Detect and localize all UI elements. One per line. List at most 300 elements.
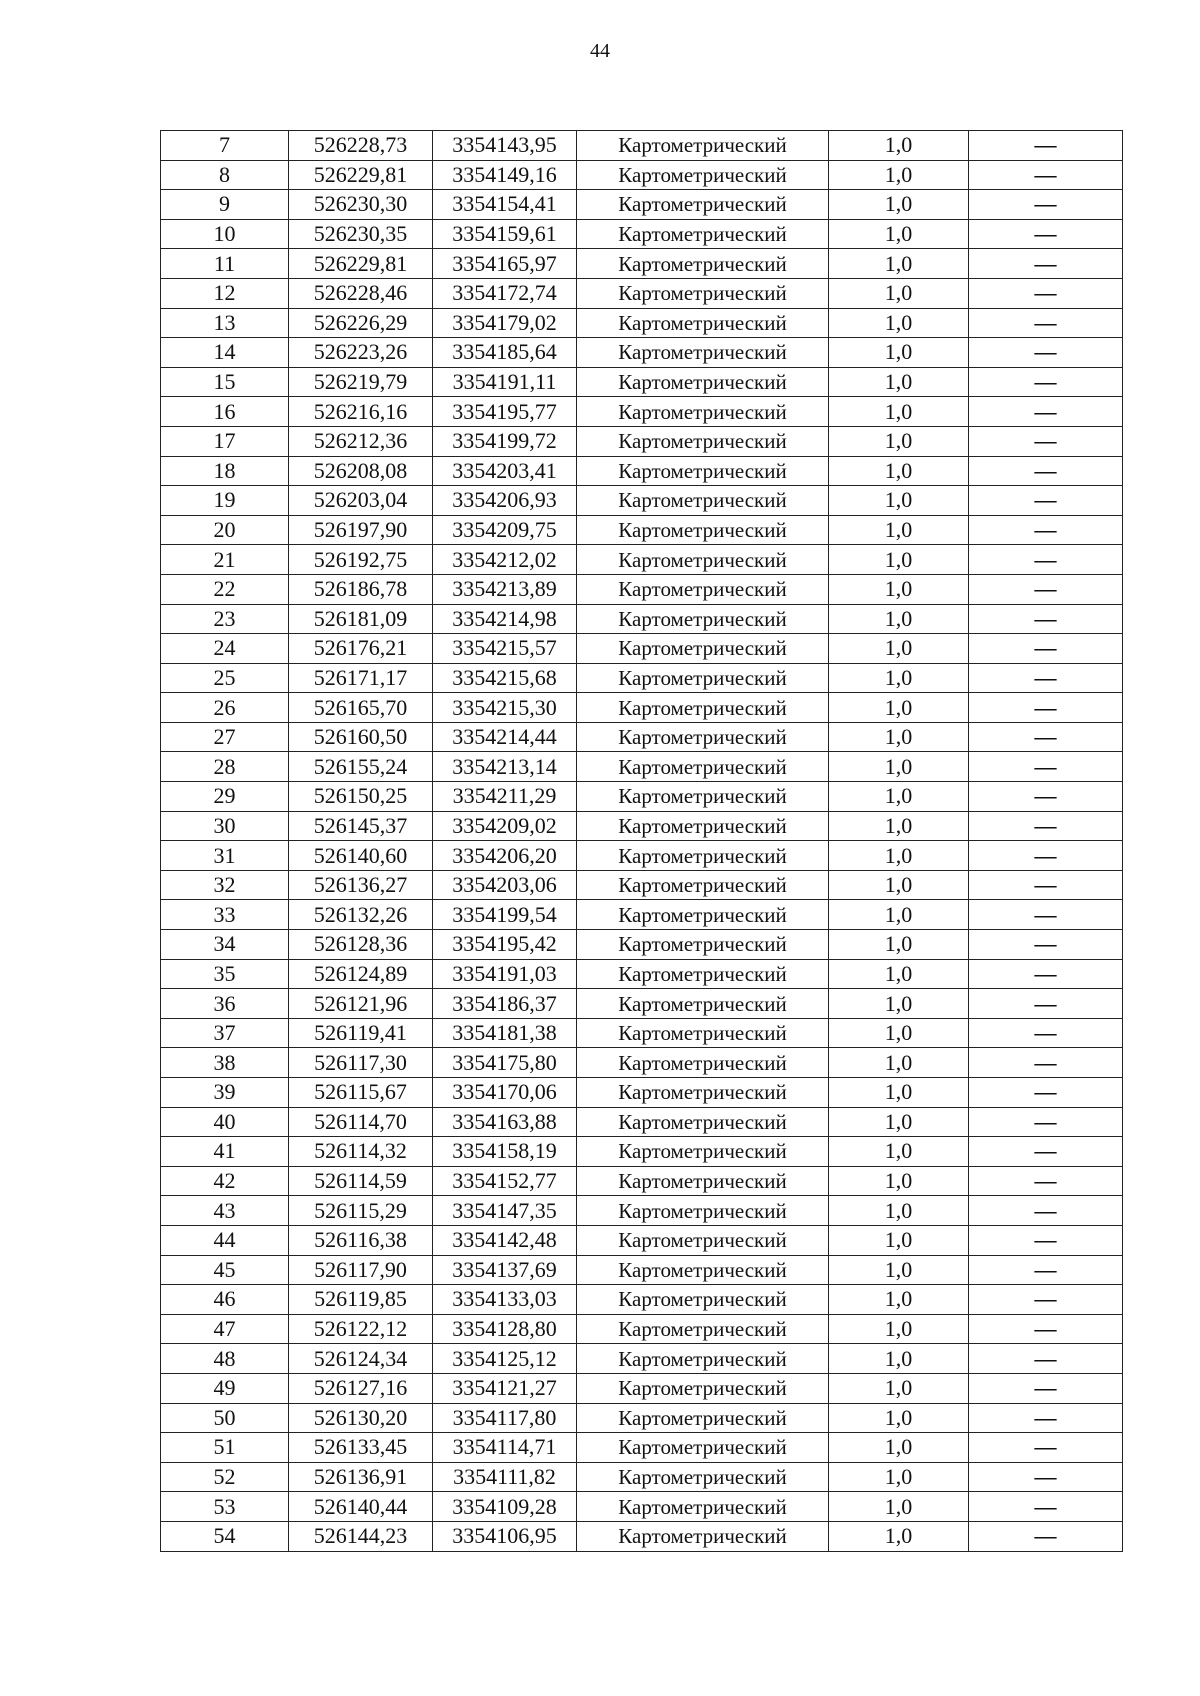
x-coordinate-cell: 526212,36 <box>289 426 433 456</box>
description-cell: — <box>969 1107 1123 1137</box>
accuracy-cell: 1,0 <box>829 1048 969 1078</box>
point-number-cell: 37 <box>161 1018 289 1048</box>
point-number-cell: 33 <box>161 900 289 930</box>
point-number-cell: 30 <box>161 811 289 841</box>
method-cell: Картометрический <box>577 1521 829 1551</box>
method-cell: Картометрический <box>577 456 829 486</box>
point-number-cell: 48 <box>161 1344 289 1374</box>
x-coordinate-cell: 526132,26 <box>289 900 433 930</box>
table-row <box>161 574 1123 604</box>
accuracy-cell: 1,0 <box>829 308 969 338</box>
table-row <box>161 1137 1123 1167</box>
method-cell: Картометрический <box>577 752 829 782</box>
method-cell: Картометрический <box>577 1018 829 1048</box>
description-cell: — <box>969 1196 1123 1226</box>
point-number-cell: 24 <box>161 634 289 664</box>
x-coordinate-cell: 526114,70 <box>289 1107 433 1137</box>
method-cell: Картометрический <box>577 841 829 871</box>
table-row <box>161 1078 1123 1108</box>
accuracy-cell: 1,0 <box>829 752 969 782</box>
point-number-cell: 38 <box>161 1048 289 1078</box>
x-coordinate-cell: 526226,29 <box>289 308 433 338</box>
point-number-cell: 43 <box>161 1196 289 1226</box>
method-cell: Картометрический <box>577 1048 829 1078</box>
method-cell: Картометрический <box>577 190 829 220</box>
method-cell: Картометрический <box>577 1078 829 1108</box>
x-coordinate-cell: 526117,30 <box>289 1048 433 1078</box>
method-cell: Картометрический <box>577 131 829 161</box>
point-number-cell: 17 <box>161 426 289 456</box>
y-coordinate-cell: 3354121,27 <box>433 1373 577 1403</box>
x-coordinate-cell: 526114,59 <box>289 1166 433 1196</box>
point-number-cell: 13 <box>161 308 289 338</box>
point-number-cell: 26 <box>161 693 289 723</box>
table-row <box>161 1433 1123 1463</box>
description-cell: — <box>969 634 1123 664</box>
x-coordinate-cell: 526130,20 <box>289 1403 433 1433</box>
y-coordinate-cell: 3354203,41 <box>433 456 577 486</box>
method-cell: Картометрический <box>577 1314 829 1344</box>
table-row <box>161 693 1123 723</box>
point-number-cell: 28 <box>161 752 289 782</box>
point-number-cell: 10 <box>161 219 289 249</box>
table-row <box>161 663 1123 693</box>
table-row <box>161 811 1123 841</box>
method-cell: Картометрический <box>577 367 829 397</box>
accuracy-cell: 1,0 <box>829 515 969 545</box>
x-coordinate-cell: 526192,75 <box>289 545 433 575</box>
description-cell: — <box>969 308 1123 338</box>
method-cell: Картометрический <box>577 219 829 249</box>
point-number-cell: 11 <box>161 249 289 279</box>
method-cell: Картометрический <box>577 574 829 604</box>
method-cell: Картометрический <box>577 1137 829 1167</box>
accuracy-cell: 1,0 <box>829 989 969 1019</box>
method-cell: Картометрический <box>577 870 829 900</box>
accuracy-cell: 1,0 <box>829 426 969 456</box>
x-coordinate-cell: 526230,30 <box>289 190 433 220</box>
accuracy-cell: 1,0 <box>829 1344 969 1374</box>
accuracy-cell: 1,0 <box>829 574 969 604</box>
x-coordinate-cell: 526117,90 <box>289 1255 433 1285</box>
description-cell: — <box>969 456 1123 486</box>
table-row <box>161 1521 1123 1551</box>
accuracy-cell: 1,0 <box>829 486 969 516</box>
accuracy-cell: 1,0 <box>829 1255 969 1285</box>
description-cell: — <box>969 693 1123 723</box>
description-cell: — <box>969 1314 1123 1344</box>
description-cell: — <box>969 397 1123 427</box>
method-cell: Картометрический <box>577 1107 829 1137</box>
page-number: 44 <box>590 40 610 62</box>
method-cell: Картометрический <box>577 1403 829 1433</box>
point-number-cell: 14 <box>161 338 289 368</box>
table-row <box>161 782 1123 812</box>
description-cell: — <box>969 989 1123 1019</box>
table-row <box>161 1225 1123 1255</box>
method-cell: Картометрический <box>577 663 829 693</box>
table-row <box>161 1107 1123 1137</box>
y-coordinate-cell: 3354211,29 <box>433 782 577 812</box>
x-coordinate-cell: 526114,32 <box>289 1137 433 1167</box>
description-cell: — <box>969 1521 1123 1551</box>
table-row <box>161 515 1123 545</box>
x-coordinate-cell: 526186,78 <box>289 574 433 604</box>
description-cell: — <box>969 782 1123 812</box>
accuracy-cell: 1,0 <box>829 219 969 249</box>
accuracy-cell: 1,0 <box>829 870 969 900</box>
description-cell: — <box>969 722 1123 752</box>
accuracy-cell: 1,0 <box>829 545 969 575</box>
table-row <box>161 634 1123 664</box>
point-number-cell: 54 <box>161 1521 289 1551</box>
point-number-cell: 52 <box>161 1462 289 1492</box>
description-cell: — <box>969 367 1123 397</box>
x-coordinate-cell: 526171,17 <box>289 663 433 693</box>
table-row <box>161 1196 1123 1226</box>
table-row <box>161 249 1123 279</box>
x-coordinate-cell: 526216,16 <box>289 397 433 427</box>
description-cell: — <box>969 1344 1123 1374</box>
point-number-cell: 39 <box>161 1078 289 1108</box>
table-row <box>161 1285 1123 1315</box>
y-coordinate-cell: 3354152,77 <box>433 1166 577 1196</box>
accuracy-cell: 1,0 <box>829 131 969 161</box>
description-cell: — <box>969 1048 1123 1078</box>
y-coordinate-cell: 3354203,06 <box>433 870 577 900</box>
point-number-cell: 15 <box>161 367 289 397</box>
y-coordinate-cell: 3354206,93 <box>433 486 577 516</box>
point-number-cell: 19 <box>161 486 289 516</box>
point-number-cell: 27 <box>161 722 289 752</box>
description-cell: — <box>969 1255 1123 1285</box>
method-cell: Картометрический <box>577 426 829 456</box>
method-cell: Картометрический <box>577 989 829 1019</box>
accuracy-cell: 1,0 <box>829 1314 969 1344</box>
y-coordinate-cell: 3354142,48 <box>433 1225 577 1255</box>
description-cell: — <box>969 1462 1123 1492</box>
x-coordinate-cell: 526160,50 <box>289 722 433 752</box>
x-coordinate-cell: 526197,90 <box>289 515 433 545</box>
accuracy-cell: 1,0 <box>829 1373 969 1403</box>
point-number-cell: 9 <box>161 190 289 220</box>
y-coordinate-cell: 3354175,80 <box>433 1048 577 1078</box>
y-coordinate-cell: 3354191,11 <box>433 367 577 397</box>
y-coordinate-cell: 3354215,30 <box>433 693 577 723</box>
description-cell: — <box>969 870 1123 900</box>
y-coordinate-cell: 3354114,71 <box>433 1433 577 1463</box>
x-coordinate-cell: 526116,38 <box>289 1225 433 1255</box>
method-cell: Картометрический <box>577 1492 829 1522</box>
method-cell: Картометрический <box>577 811 829 841</box>
method-cell: Картометрический <box>577 959 829 989</box>
y-coordinate-cell: 3354195,77 <box>433 397 577 427</box>
y-coordinate-cell: 3354214,98 <box>433 604 577 634</box>
accuracy-cell: 1,0 <box>829 1166 969 1196</box>
table-row <box>161 367 1123 397</box>
point-number-cell: 49 <box>161 1373 289 1403</box>
y-coordinate-cell: 3354128,80 <box>433 1314 577 1344</box>
y-coordinate-cell: 3354154,41 <box>433 190 577 220</box>
point-number-cell: 44 <box>161 1225 289 1255</box>
accuracy-cell: 1,0 <box>829 782 969 812</box>
point-number-cell: 47 <box>161 1314 289 1344</box>
table-row <box>161 1018 1123 1048</box>
method-cell: Картометрический <box>577 782 829 812</box>
x-coordinate-cell: 526136,27 <box>289 870 433 900</box>
y-coordinate-cell: 3354214,44 <box>433 722 577 752</box>
description-cell: — <box>969 426 1123 456</box>
y-coordinate-cell: 3354209,75 <box>433 515 577 545</box>
accuracy-cell: 1,0 <box>829 663 969 693</box>
table-row <box>161 486 1123 516</box>
y-coordinate-cell: 3354163,88 <box>433 1107 577 1137</box>
y-coordinate-cell: 3354186,37 <box>433 989 577 1019</box>
accuracy-cell: 1,0 <box>829 900 969 930</box>
description-cell: — <box>969 1166 1123 1196</box>
y-coordinate-cell: 3354158,19 <box>433 1137 577 1167</box>
table-row <box>161 989 1123 1019</box>
x-coordinate-cell: 526155,24 <box>289 752 433 782</box>
method-cell: Картометрический <box>577 1255 829 1285</box>
y-coordinate-cell: 3354213,14 <box>433 752 577 782</box>
coordinates-table-body <box>161 131 1123 1552</box>
method-cell: Картометрический <box>577 930 829 960</box>
point-number-cell: 53 <box>161 1492 289 1522</box>
accuracy-cell: 1,0 <box>829 1285 969 1315</box>
description-cell: — <box>969 515 1123 545</box>
table-row <box>161 219 1123 249</box>
y-coordinate-cell: 3354209,02 <box>433 811 577 841</box>
table-row <box>161 1344 1123 1374</box>
x-coordinate-cell: 526165,70 <box>289 693 433 723</box>
accuracy-cell: 1,0 <box>829 1521 969 1551</box>
y-coordinate-cell: 3354149,16 <box>433 160 577 190</box>
table-row <box>161 1462 1123 1492</box>
point-number-cell: 20 <box>161 515 289 545</box>
table-row <box>161 1373 1123 1403</box>
x-coordinate-cell: 526223,26 <box>289 338 433 368</box>
accuracy-cell: 1,0 <box>829 1107 969 1137</box>
x-coordinate-cell: 526228,73 <box>289 131 433 161</box>
description-cell: — <box>969 160 1123 190</box>
table-row <box>161 870 1123 900</box>
method-cell: Картометрический <box>577 515 829 545</box>
x-coordinate-cell: 526133,45 <box>289 1433 433 1463</box>
accuracy-cell: 1,0 <box>829 959 969 989</box>
y-coordinate-cell: 3354109,28 <box>433 1492 577 1522</box>
description-cell: — <box>969 959 1123 989</box>
point-number-cell: 16 <box>161 397 289 427</box>
x-coordinate-cell: 526219,79 <box>289 367 433 397</box>
table-row <box>161 545 1123 575</box>
point-number-cell: 25 <box>161 663 289 693</box>
accuracy-cell: 1,0 <box>829 1018 969 1048</box>
method-cell: Картометрический <box>577 338 829 368</box>
y-coordinate-cell: 3354159,61 <box>433 219 577 249</box>
description-cell: — <box>969 1137 1123 1167</box>
y-coordinate-cell: 3354170,06 <box>433 1078 577 1108</box>
table-row <box>161 160 1123 190</box>
table-row <box>161 604 1123 634</box>
point-number-cell: 12 <box>161 278 289 308</box>
table-row <box>161 278 1123 308</box>
x-coordinate-cell: 526144,23 <box>289 1521 433 1551</box>
table-row <box>161 426 1123 456</box>
y-coordinate-cell: 3354117,80 <box>433 1403 577 1433</box>
accuracy-cell: 1,0 <box>829 693 969 723</box>
point-number-cell: 46 <box>161 1285 289 1315</box>
description-cell: — <box>969 900 1123 930</box>
x-coordinate-cell: 526119,85 <box>289 1285 433 1315</box>
point-number-cell: 34 <box>161 930 289 960</box>
y-coordinate-cell: 3354165,97 <box>433 249 577 279</box>
x-coordinate-cell: 526140,44 <box>289 1492 433 1522</box>
accuracy-cell: 1,0 <box>829 1492 969 1522</box>
method-cell: Картометрический <box>577 308 829 338</box>
method-cell: Картометрический <box>577 545 829 575</box>
x-coordinate-cell: 526176,21 <box>289 634 433 664</box>
y-coordinate-cell: 3354133,03 <box>433 1285 577 1315</box>
method-cell: Картометрический <box>577 1166 829 1196</box>
accuracy-cell: 1,0 <box>829 249 969 279</box>
table-row <box>161 722 1123 752</box>
y-coordinate-cell: 3354125,12 <box>433 1344 577 1374</box>
table-row <box>161 1314 1123 1344</box>
x-coordinate-cell: 526230,35 <box>289 219 433 249</box>
x-coordinate-cell: 526124,34 <box>289 1344 433 1374</box>
method-cell: Картометрический <box>577 278 829 308</box>
x-coordinate-cell: 526122,12 <box>289 1314 433 1344</box>
x-coordinate-cell: 526145,37 <box>289 811 433 841</box>
table-row <box>161 1403 1123 1433</box>
description-cell: — <box>969 545 1123 575</box>
y-coordinate-cell: 3354143,95 <box>433 131 577 161</box>
accuracy-cell: 1,0 <box>829 160 969 190</box>
point-number-cell: 42 <box>161 1166 289 1196</box>
method-cell: Картометрический <box>577 1373 829 1403</box>
table-row <box>161 456 1123 486</box>
table-row <box>161 1492 1123 1522</box>
description-cell: — <box>969 131 1123 161</box>
accuracy-cell: 1,0 <box>829 190 969 220</box>
y-coordinate-cell: 3354206,20 <box>433 841 577 871</box>
x-coordinate-cell: 526229,81 <box>289 160 433 190</box>
point-number-cell: 7 <box>161 131 289 161</box>
description-cell: — <box>969 1225 1123 1255</box>
method-cell: Картометрический <box>577 160 829 190</box>
point-number-cell: 41 <box>161 1137 289 1167</box>
method-cell: Картометрический <box>577 1225 829 1255</box>
point-number-cell: 21 <box>161 545 289 575</box>
y-coordinate-cell: 3354106,95 <box>433 1521 577 1551</box>
method-cell: Картометрический <box>577 1344 829 1374</box>
x-coordinate-cell: 526115,29 <box>289 1196 433 1226</box>
description-cell: — <box>969 338 1123 368</box>
y-coordinate-cell: 3354179,02 <box>433 308 577 338</box>
description-cell: — <box>969 190 1123 220</box>
table-row <box>161 959 1123 989</box>
accuracy-cell: 1,0 <box>829 1462 969 1492</box>
accuracy-cell: 1,0 <box>829 278 969 308</box>
point-number-cell: 36 <box>161 989 289 1019</box>
method-cell: Картометрический <box>577 604 829 634</box>
point-number-cell: 51 <box>161 1433 289 1463</box>
y-coordinate-cell: 3354181,38 <box>433 1018 577 1048</box>
description-cell: — <box>969 1492 1123 1522</box>
x-coordinate-cell: 526128,36 <box>289 930 433 960</box>
coordinates-table <box>160 130 1123 1552</box>
x-coordinate-cell: 526181,09 <box>289 604 433 634</box>
description-cell: — <box>969 604 1123 634</box>
method-cell: Картометрический <box>577 900 829 930</box>
description-cell: — <box>969 278 1123 308</box>
table-row <box>161 1048 1123 1078</box>
x-coordinate-cell: 526140,60 <box>289 841 433 871</box>
y-coordinate-cell: 3354199,54 <box>433 900 577 930</box>
accuracy-cell: 1,0 <box>829 1196 969 1226</box>
x-coordinate-cell: 526115,67 <box>289 1078 433 1108</box>
description-cell: — <box>969 841 1123 871</box>
accuracy-cell: 1,0 <box>829 1403 969 1433</box>
accuracy-cell: 1,0 <box>829 338 969 368</box>
table-row <box>161 841 1123 871</box>
table-row <box>161 338 1123 368</box>
accuracy-cell: 1,0 <box>829 930 969 960</box>
description-cell: — <box>969 1433 1123 1463</box>
point-number-cell: 22 <box>161 574 289 604</box>
description-cell: — <box>969 752 1123 782</box>
description-cell: — <box>969 1403 1123 1433</box>
method-cell: Картометрический <box>577 1462 829 1492</box>
accuracy-cell: 1,0 <box>829 456 969 486</box>
table-row <box>161 131 1123 161</box>
description-cell: — <box>969 1373 1123 1403</box>
y-coordinate-cell: 3354185,64 <box>433 338 577 368</box>
description-cell: — <box>969 574 1123 604</box>
accuracy-cell: 1,0 <box>829 367 969 397</box>
point-number-cell: 29 <box>161 782 289 812</box>
y-coordinate-cell: 3354215,68 <box>433 663 577 693</box>
description-cell: — <box>969 930 1123 960</box>
description-cell: — <box>969 1285 1123 1315</box>
accuracy-cell: 1,0 <box>829 604 969 634</box>
method-cell: Картометрический <box>577 397 829 427</box>
table-row <box>161 900 1123 930</box>
y-coordinate-cell: 3354172,74 <box>433 278 577 308</box>
accuracy-cell: 1,0 <box>829 397 969 427</box>
point-number-cell: 40 <box>161 1107 289 1137</box>
method-cell: Картометрический <box>577 1433 829 1463</box>
y-coordinate-cell: 3354111,82 <box>433 1462 577 1492</box>
description-cell: — <box>969 1018 1123 1048</box>
x-coordinate-cell: 526229,81 <box>289 249 433 279</box>
x-coordinate-cell: 526121,96 <box>289 989 433 1019</box>
x-coordinate-cell: 526150,25 <box>289 782 433 812</box>
accuracy-cell: 1,0 <box>829 1433 969 1463</box>
point-number-cell: 23 <box>161 604 289 634</box>
point-number-cell: 8 <box>161 160 289 190</box>
description-cell: — <box>969 486 1123 516</box>
x-coordinate-cell: 526228,46 <box>289 278 433 308</box>
method-cell: Картометрический <box>577 249 829 279</box>
y-coordinate-cell: 3354191,03 <box>433 959 577 989</box>
table-row <box>161 752 1123 782</box>
accuracy-cell: 1,0 <box>829 634 969 664</box>
accuracy-cell: 1,0 <box>829 1078 969 1108</box>
method-cell: Картометрический <box>577 486 829 516</box>
method-cell: Картометрический <box>577 693 829 723</box>
